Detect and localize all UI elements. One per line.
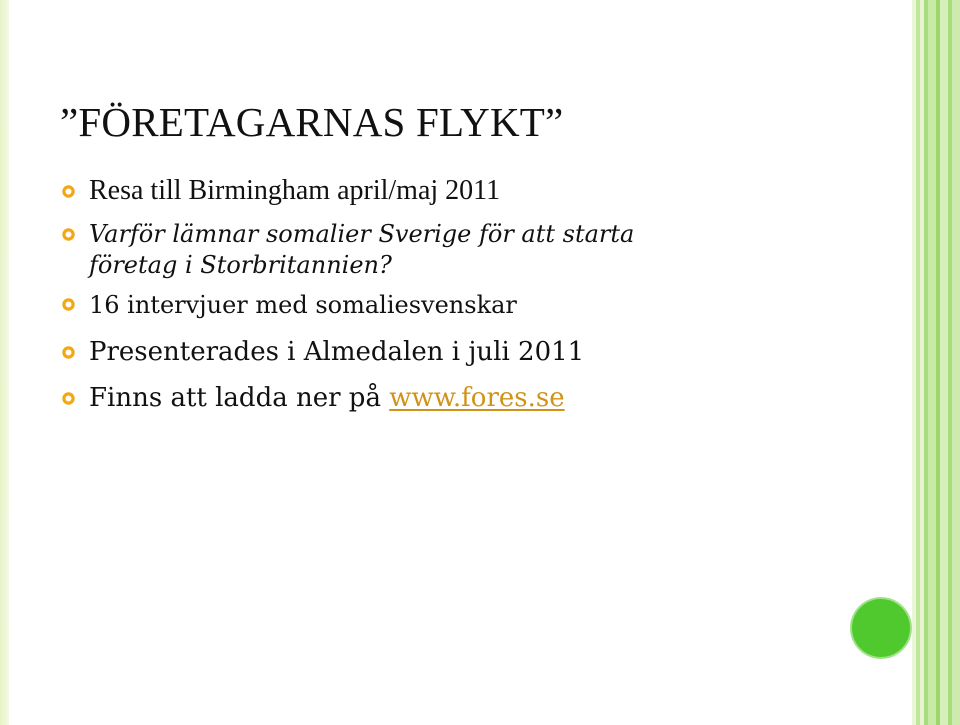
bullet-text-line-1: Varför lämnar somalier Sverige för att starta — [89, 220, 635, 248]
ring-bullet-icon — [62, 185, 75, 198]
bullet-text-line-2: företag i Storbritannien? — [89, 251, 392, 279]
bullet-item — [62, 281, 892, 329]
ring-bullet-icon — [62, 346, 75, 359]
slide-title: ”FÖRETAGARNAS FLYKT” — [60, 99, 564, 145]
bullet-text: Presenterades i Almedalen i juli 2011 — [89, 337, 585, 367]
left-decorative-stripe — [0, 0, 9, 725]
right-decorative-band — [912, 0, 960, 725]
bullet-text: Finns att ladda ner på — [89, 383, 390, 413]
bullet-item — [62, 329, 892, 375]
bullet-item — [62, 168, 892, 214]
ring-bullet-icon — [62, 298, 75, 311]
bullet-list — [62, 168, 892, 421]
bullet-text: Resa till Birmingham april/maj 2011 — [89, 175, 501, 206]
fores-website-link[interactable]: www.fores.se — [389, 383, 565, 413]
bullet-item — [62, 375, 892, 421]
bullet-item — [62, 219, 892, 281]
ring-bullet-icon — [62, 392, 75, 405]
bullet-text: 16 intervjuer med somaliesvenskar — [89, 291, 517, 319]
accent-circle — [852, 599, 910, 657]
ring-bullet-icon — [62, 228, 75, 241]
